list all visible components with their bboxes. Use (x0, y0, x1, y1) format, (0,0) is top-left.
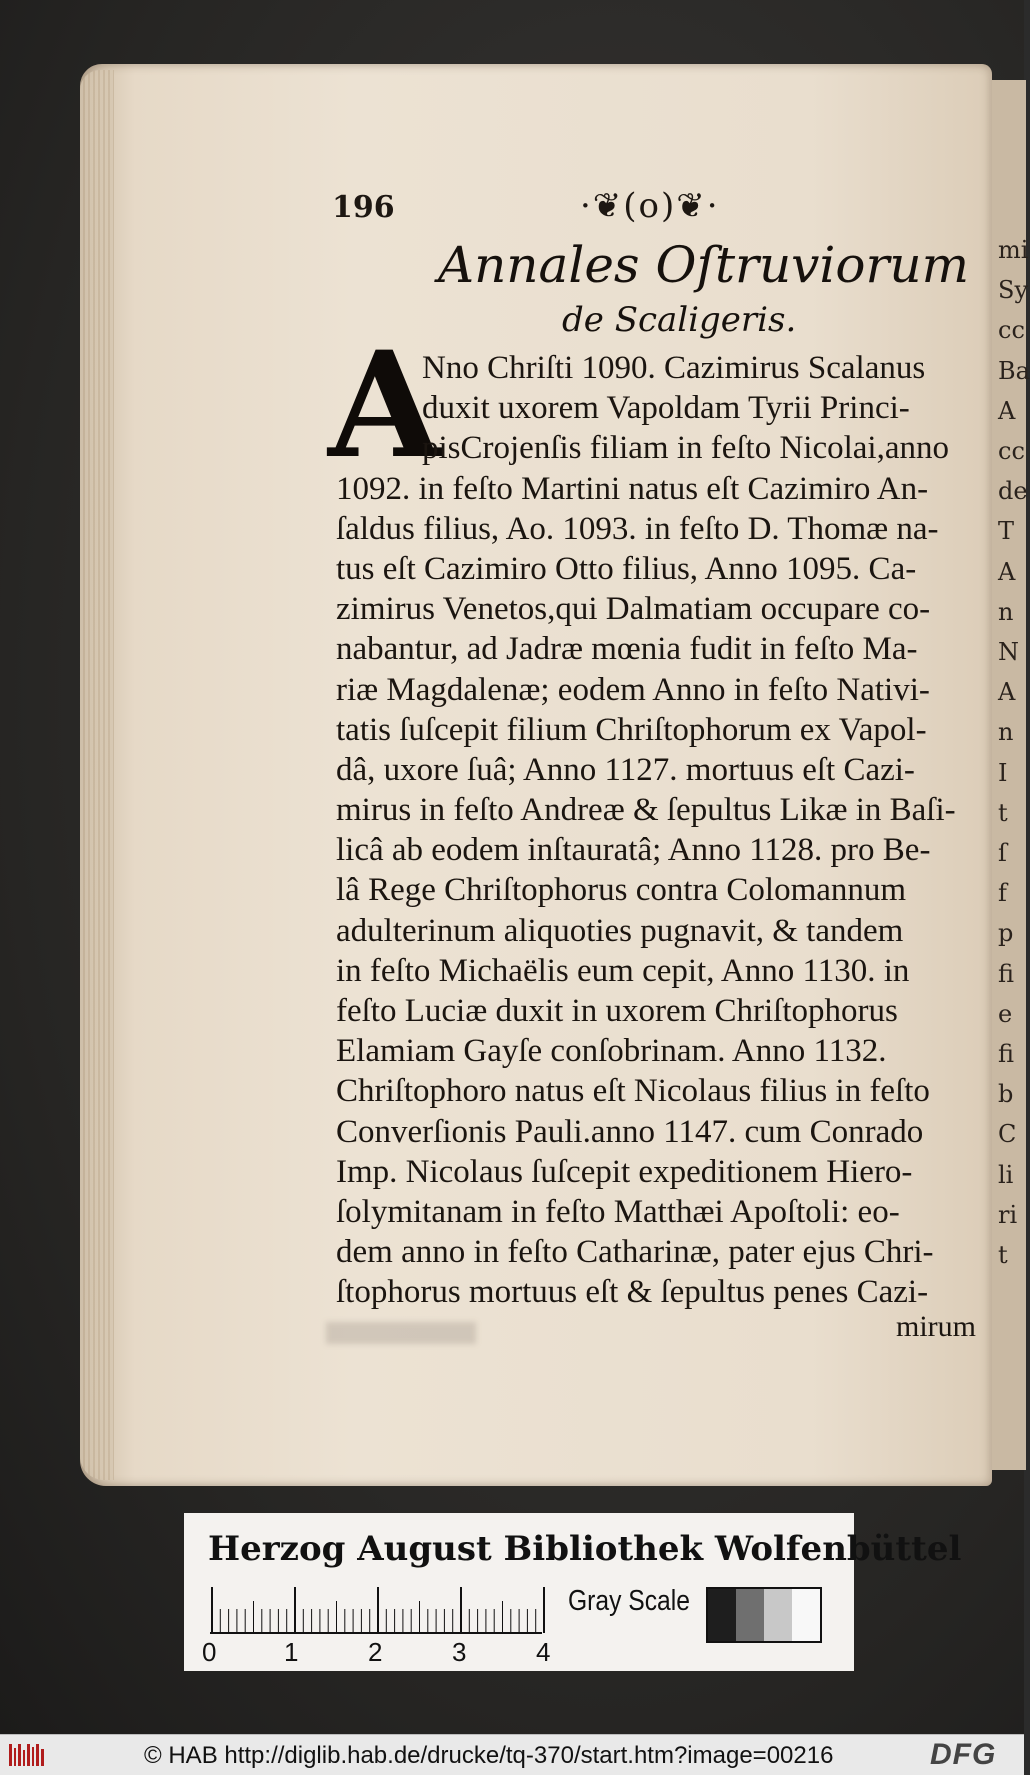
facing-fragment: N (998, 638, 1019, 667)
gray-patch (792, 1589, 820, 1641)
text-line: 1092. in feſto Martini natus eſt Cazimiro An- (336, 470, 929, 507)
text-line: dem anno in feſto Catharinæ, pater ejus Chri- (336, 1234, 934, 1271)
facing-fragment: p (998, 919, 1014, 948)
page-subtitle: de Scaligeris. (562, 300, 797, 340)
footer-copyright-link[interactable]: © HAB http://diglib.hab.de/drucke/tq-370/start.htm?image=00216 (144, 1742, 834, 1769)
text-line: Imp. Nicolaus ſuſcepit expeditionem Hiero- (336, 1153, 913, 1190)
text-line: duxit uxorem Vapoldam Tyrii Princi- (422, 390, 910, 427)
facing-fragment: ri (998, 1200, 1018, 1229)
text-line: Converſionis Pauli.anno 1147. cum Conrado (336, 1113, 924, 1150)
facing-fragment: n (998, 597, 1014, 626)
facing-fragment: Sy (998, 276, 1028, 305)
card-title: Herzog August Bibliothek Wolfenbüttel (208, 1529, 962, 1569)
drop-cap: A (328, 320, 442, 491)
ruler-label: 2 (368, 1637, 383, 1667)
text-line: nabantur, ad Jadræ mœnia fudit in feſto Ma- (336, 631, 918, 668)
body-text (336, 348, 986, 1313)
text-line: zimirus Venetos,qui Dalmatiam occupare co- (336, 591, 931, 628)
text-line: tatis ſuſcepit filium Chriſtophorum ex Vapol- (336, 711, 927, 748)
facing-fragment: f (998, 879, 1007, 908)
facing-fragment: Ba (998, 356, 1030, 385)
facing-fragment: fi (998, 959, 1015, 988)
page-stack-edge (80, 70, 114, 1480)
ruler-label: 1 (284, 1637, 299, 1667)
facing-fragment: C (998, 1120, 1017, 1149)
text-line: tus eſt Cazimiro Otto filius, Anno 1095. Ca- (336, 550, 917, 587)
gray-patch (736, 1589, 764, 1641)
header-ornament: ·❦(o)❦· (580, 186, 720, 226)
text-line: licâ ab eodem inſtauratâ; Anno 1128. pro Be- (336, 832, 931, 869)
facing-fragment: de (998, 477, 1028, 506)
facing-page-text (998, 230, 1030, 1275)
facing-fragment: cc (998, 316, 1025, 345)
gray-scale-patches (706, 1587, 822, 1643)
text-line: in feſto Michaëlis eum cepit, Anno 1130. in (336, 952, 910, 989)
facing-fragment: I (998, 758, 1008, 787)
facing-fragment: A (998, 396, 1016, 425)
gray-patch (708, 1589, 736, 1641)
facing-fragment: mi (998, 236, 1029, 264)
ink-bleed (326, 1322, 476, 1344)
facing-fragment: A (998, 678, 1016, 707)
facing-fragment: ſ (998, 839, 1007, 868)
text-line: feſto Luciæ duxit in uxorem Chriſtophorus (336, 993, 898, 1029)
hab-logo-icon (8, 1742, 46, 1768)
dfg-logo: DFG (930, 1738, 997, 1771)
text-line: Chriſtophoro natus eſt Nicolaus filius in feſto (336, 1073, 930, 1110)
text-line: pisCrojenſis filiam in feſto Nicolai,anno (422, 430, 949, 467)
ruler-ticks (210, 1587, 554, 1635)
gray-scale-label: Gray Scale (568, 1585, 690, 1617)
text-line: riæ Magdalenæ; eodem Anno in feſto Nativi- (336, 671, 930, 708)
ruler-label: 0 (202, 1637, 217, 1667)
color-reference-card (184, 1513, 962, 1671)
text-line: ſolymitanam in feſto Matthæi Apoſtoli: eo- (336, 1193, 900, 1230)
gray-patch (764, 1589, 792, 1641)
page-title: Annales Oſtruviorum (438, 236, 970, 294)
text-line: Elamiam Gayſe conſobrinam. Anno 1132. (336, 1033, 887, 1070)
text-line: dâ, uxore ſuâ; Anno 1127. mortuus eſt Cazi- (336, 751, 915, 788)
text-line: mirus in feſto Andreæ & ſepultus Likæ in Baſi- (336, 792, 956, 829)
ruler-scale (210, 1587, 554, 1635)
ruler-labels (202, 1637, 582, 1667)
facing-fragment: b (998, 1080, 1014, 1109)
facing-fragment: fi (998, 1040, 1015, 1069)
text-line: adulterinum aliquoties pugnavit, & tandem (336, 912, 904, 949)
facing-fragment: t (998, 798, 1008, 827)
catchword: mirum (896, 1310, 976, 1343)
facing-fragment: e (998, 999, 1013, 1028)
facing-fragment: A (998, 557, 1016, 586)
page-number: 196 (332, 190, 395, 225)
facing-fragment: t (998, 1241, 1008, 1270)
facing-fragment: cc (998, 437, 1025, 466)
text-line: Nno Chriſti 1090. Cazimirus Scalanus (422, 350, 926, 386)
text-line: lâ Rege Chriſtophorus contra Colomannum (336, 872, 907, 909)
ruler-label: 4 (536, 1637, 551, 1667)
ruler-label: 3 (452, 1637, 467, 1667)
text-line: ſaldus filius, Ao. 1093. in feſto D. Thomæ na- (336, 510, 939, 547)
facing-fragment: n (998, 718, 1014, 747)
facing-fragment: T (998, 517, 1015, 546)
footer-bar (0, 1734, 1024, 1775)
facing-fragment: li (998, 1160, 1014, 1189)
text-line: ſtophorus mortuus eſt & ſepultus penes Cazi- (336, 1274, 929, 1311)
